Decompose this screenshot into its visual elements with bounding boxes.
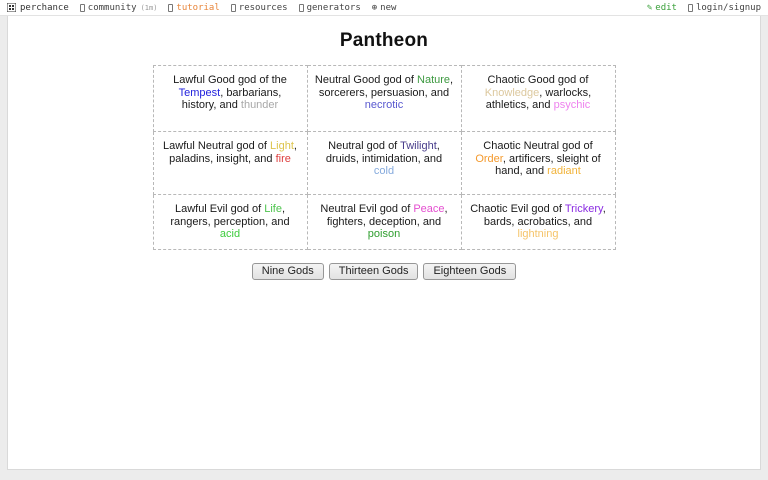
plain-text: Chaotic Good god of [487, 74, 589, 86]
keyword-text: Trickery [564, 203, 603, 215]
plain-text: Neutral Good god of [314, 74, 418, 86]
doc-icon [231, 4, 236, 12]
top-bar-right [647, 3, 761, 13]
keyword-text: thunder [240, 99, 279, 111]
edit-link[interactable] [647, 3, 677, 13]
plain-text: , warlocks, athletics, and [485, 86, 592, 111]
keyword-text: Light [270, 140, 294, 152]
plain-text: , artificers, sleight of hand, and [495, 152, 601, 177]
perchance-logo-icon [7, 3, 16, 12]
plain-text: Lawful Good god of the [173, 74, 287, 86]
page-title: Pantheon [339, 30, 429, 51]
nav-item-community[interactable] [80, 3, 158, 13]
nav-item-label: community [87, 2, 137, 13]
pencil-icon: ✎ [646, 2, 653, 13]
god-cell-0-0[interactable] [153, 66, 307, 132]
plus-circle-icon: ⊕ [371, 2, 378, 13]
eighteen-gods-button[interactable]: Eighteen Gods [423, 263, 516, 280]
keyword-text: poison [367, 228, 401, 240]
doc-icon [168, 4, 173, 12]
keyword-text: Twilight [400, 140, 437, 152]
doc-icon [299, 4, 304, 12]
nav-item-resources[interactable] [231, 3, 288, 13]
keyword-text: fire [275, 152, 291, 165]
pantheon-grid [153, 65, 616, 250]
god-cell-0-1[interactable] [307, 66, 461, 132]
nav-item-new[interactable] [372, 3, 397, 13]
keyword-text: Peace [413, 203, 445, 215]
nav-item-label: new [380, 2, 397, 13]
keyword-text: Knowledge [484, 86, 540, 99]
login-signup-link[interactable] [688, 3, 761, 13]
god-cell-2-1[interactable] [307, 195, 461, 250]
top-nav [80, 3, 397, 13]
plain-text: , bards, acrobatics, and [483, 203, 606, 228]
plain-text: , barbarians, history, and [181, 86, 282, 111]
god-cell-2-0[interactable] [153, 195, 307, 250]
plain-text: Chaotic Evil god of [470, 203, 565, 215]
nav-item-tutorial[interactable] [168, 3, 219, 13]
top-bar-left [7, 3, 396, 13]
plain-text: Lawful Neutral god of [163, 140, 271, 152]
plain-text: Chaotic Neutral god of [483, 140, 593, 152]
god-cell-0-2[interactable] [461, 66, 615, 132]
keyword-text: Order [475, 152, 503, 165]
god-count-buttons [8, 263, 760, 280]
god-cell-1-0[interactable] [153, 132, 307, 195]
nav-item-generators[interactable] [299, 3, 361, 13]
plain-text: , paladins, insight, and [169, 140, 297, 165]
nav-item-label: tutorial [176, 2, 220, 13]
plain-text: , fighters, deception, and [326, 203, 448, 228]
nav-item-label: resources [238, 2, 288, 13]
god-cell-1-1[interactable] [307, 132, 461, 195]
keyword-text: Nature [417, 74, 451, 86]
keyword-text: Life [264, 203, 282, 215]
keyword-text: psychic [553, 99, 591, 111]
brand-link[interactable] [7, 3, 69, 13]
keyword-text: acid [219, 228, 241, 240]
plain-text: Lawful Evil god of [174, 203, 265, 215]
nine-gods-button[interactable]: Nine Gods [252, 263, 324, 280]
keyword-text: Tempest [178, 86, 221, 99]
nav-item-note: (1m) [140, 3, 158, 12]
plain-text: , rangers, perception, and [170, 203, 290, 228]
plain-text: , druids, intimidation, and [325, 140, 443, 165]
lock-icon [688, 4, 693, 12]
keyword-text: lightning [517, 228, 559, 240]
plain-text: Neutral Evil god of [320, 203, 414, 215]
plain-text: Neutral god of [328, 140, 401, 152]
keyword-text: cold [373, 165, 395, 177]
top-bar [0, 0, 768, 16]
god-cell-1-2[interactable] [461, 132, 615, 195]
edit-label: edit [655, 2, 677, 13]
generator-page [7, 16, 761, 470]
keyword-text: radiant [547, 165, 581, 177]
nav-item-label: generators [306, 2, 361, 13]
doc-icon [80, 4, 85, 12]
thirteen-gods-button[interactable]: Thirteen Gods [329, 263, 419, 280]
keyword-text: necrotic [364, 99, 404, 111]
plain-text: , sorcerers, persuasion, and [318, 74, 454, 99]
god-cell-2-2[interactable] [461, 195, 615, 250]
brand-label: perchance [20, 2, 69, 13]
login-label: login/signup [695, 2, 761, 13]
